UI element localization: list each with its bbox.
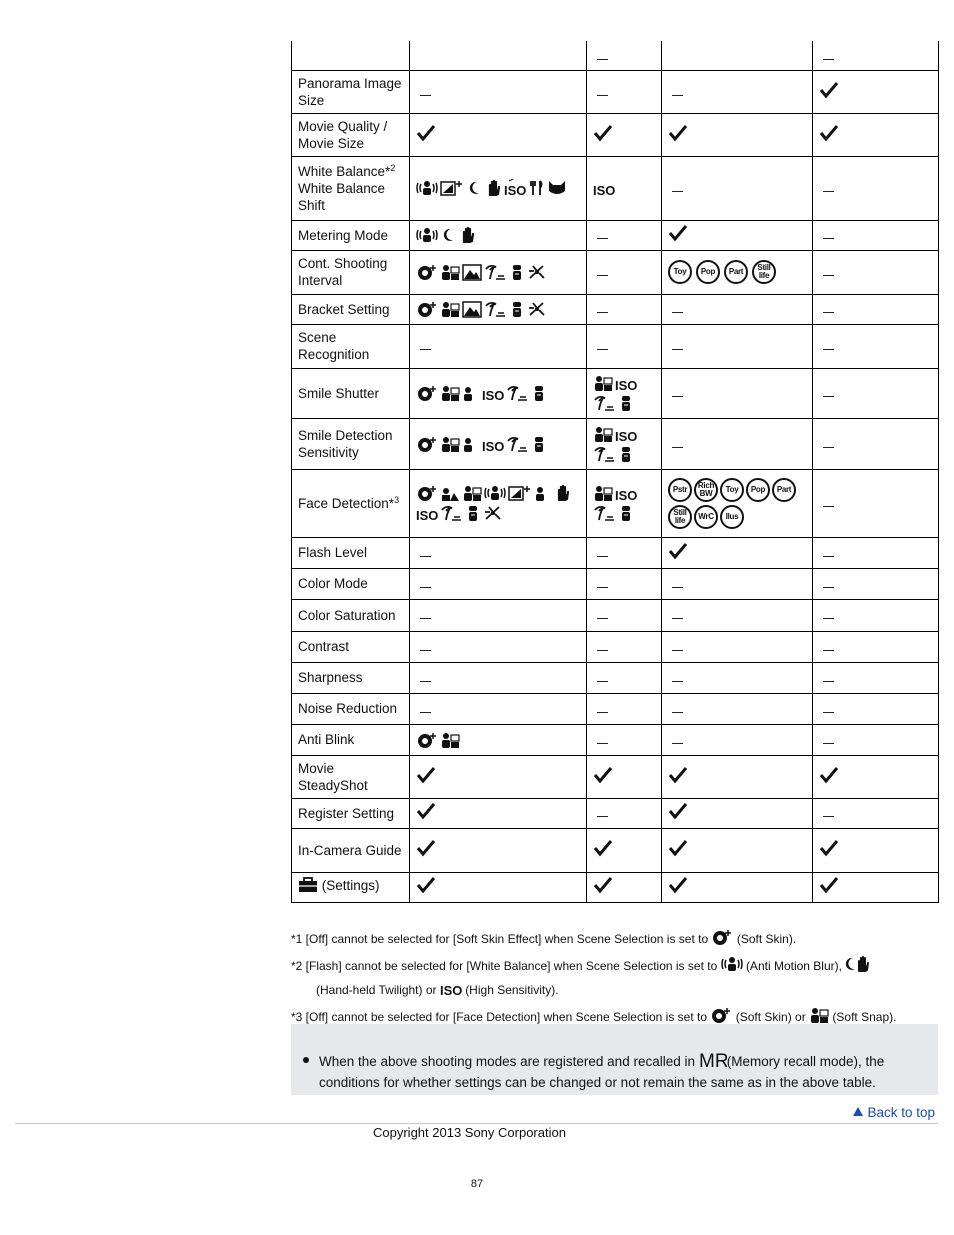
row-label: (Settings)	[292, 872, 410, 902]
gourmet-icon	[528, 179, 545, 197]
pet-icon	[547, 179, 567, 197]
svg-text:ISO: ISO	[615, 428, 637, 443]
copyright: Copyright 2013 Sony Corporation	[373, 1125, 566, 1140]
dash-mark	[823, 743, 834, 744]
hand-held-twilight-icon	[845, 955, 869, 979]
row-label: Bracket Setting	[292, 294, 410, 324]
soft-snap-icon	[440, 263, 460, 281]
row-label: In-Camera Guide	[292, 828, 410, 872]
dash-mark	[672, 650, 683, 651]
table-row	[292, 294, 939, 324]
gourmet-icon	[530, 384, 547, 402]
rich-bw-icon: Rich BW	[694, 478, 718, 502]
check-icon	[416, 802, 436, 824]
toolbox-settings-icon	[298, 877, 318, 897]
page-number: 87	[470, 1178, 484, 1190]
beach-icon	[484, 263, 506, 281]
toy-camera-icon: Toy	[668, 260, 692, 284]
soft-skin-icon	[416, 484, 438, 502]
row-label: Metering Mode	[292, 220, 410, 250]
dash-mark	[672, 712, 683, 713]
dash-mark	[597, 618, 608, 619]
check-icon	[819, 766, 839, 788]
night-scene-icon	[440, 226, 457, 244]
row-label: Sharpness	[292, 662, 410, 693]
dash-mark	[823, 349, 834, 350]
beach-icon	[593, 394, 615, 412]
high-sensitivity-icon	[593, 179, 615, 197]
dash-mark	[672, 95, 683, 96]
dash-mark	[823, 59, 834, 60]
soft-skin-icon	[416, 435, 438, 453]
backlight-correction-hdr-icon	[440, 179, 464, 197]
dash-mark	[420, 618, 431, 619]
dash-mark	[823, 447, 834, 448]
soft-skin-icon	[416, 300, 438, 318]
check-icon	[593, 876, 613, 898]
check-icon	[668, 839, 688, 861]
toy-camera-icon: Toy	[720, 478, 744, 502]
dash-mark	[597, 95, 608, 96]
footnote-3: *3 [Off] cannot be selected for [Face Detection] when Scene Selection is set to (Soft Skin) or (Soft Snap).	[291, 1006, 941, 1030]
soft-snap-icon	[462, 484, 482, 502]
memory-recall-icon	[699, 1051, 727, 1074]
night-portrait-icon	[462, 435, 480, 453]
soft-skin-icon	[416, 384, 438, 402]
dash-mark	[420, 681, 431, 682]
row-label: Smile Shutter	[292, 368, 410, 418]
portrait-landscape-icon	[440, 484, 460, 502]
check-icon	[819, 839, 839, 861]
night-portrait-icon	[534, 484, 552, 502]
table-row	[292, 798, 939, 828]
soft-snap-icon	[440, 731, 460, 749]
svg-text:MR: MR	[698, 1051, 727, 1069]
soft-snap-icon	[593, 374, 613, 392]
snow-icon	[527, 300, 547, 318]
watercolor-icon: WrC	[694, 505, 718, 529]
landscape-icon	[462, 263, 482, 281]
beach-icon	[593, 445, 615, 463]
high-sensitivity-icon	[416, 504, 438, 522]
row-label: Movie Quality / Movie Size	[292, 113, 410, 156]
table-row	[292, 568, 939, 599]
gourmet-icon	[530, 435, 547, 453]
check-icon	[668, 542, 688, 564]
check-icon	[668, 224, 688, 246]
dash-mark	[672, 618, 683, 619]
dash-mark	[823, 587, 834, 588]
soft-skin-icon	[416, 263, 438, 281]
gourmet-icon	[508, 300, 525, 318]
dash-mark	[823, 506, 834, 507]
anti-motion-blur-icon	[484, 484, 506, 502]
table-row	[292, 724, 939, 755]
check-icon	[593, 766, 613, 788]
hand-held-twilight-icon	[554, 484, 571, 502]
gourmet-icon	[617, 394, 634, 412]
table-row	[292, 872, 939, 902]
settings-compatibility-table	[291, 41, 939, 903]
row-label: Noise Reduction	[292, 693, 410, 724]
dash-mark	[597, 681, 608, 682]
svg-text:ISO: ISO	[416, 508, 438, 522]
svg-text:ISO: ISO	[593, 183, 615, 197]
footnote-1: *1 [Off] cannot be selected for [Soft Skin Effect] when Scene Selection is set to (Soft Skin).	[291, 928, 941, 952]
dash-mark	[823, 712, 834, 713]
posterization-icon: Pstr	[668, 478, 692, 502]
high-sensitivity-icon	[615, 374, 637, 392]
anti-motion-blur-icon	[721, 955, 743, 979]
dash-mark	[597, 59, 608, 60]
check-icon	[668, 802, 688, 824]
check-icon	[416, 766, 436, 788]
dash-mark	[823, 816, 834, 817]
dash-mark	[597, 650, 608, 651]
beach-icon	[593, 504, 615, 522]
check-icon	[819, 124, 839, 146]
table-row	[292, 324, 939, 368]
dash-mark	[823, 238, 834, 239]
row-label: White Balance*$^2$ White Balance Shift	[292, 156, 410, 220]
dash-mark	[672, 587, 683, 588]
table-row	[292, 41, 939, 70]
dash-mark	[672, 312, 683, 313]
dash-mark	[420, 95, 431, 96]
dash-mark	[823, 650, 834, 651]
footnote-2: *2 [Flash] cannot be selected for [White Balance] when Scene Selection is set to (Anti Motion Blur), (Hand-held Twilight) or ISO (High Sensitivity).	[291, 955, 941, 1003]
soft-skin-icon	[711, 928, 733, 952]
dash-mark	[823, 396, 834, 397]
triangle-up-icon	[852, 1105, 864, 1120]
dash-mark	[823, 618, 834, 619]
high-sensitivity-icon	[615, 484, 637, 502]
back-to-top-link[interactable]: Back to top	[852, 1105, 935, 1120]
table-row	[292, 368, 939, 418]
bullet	[303, 1057, 309, 1063]
partial-color-icon: Part	[772, 478, 796, 502]
svg-text:ISO: ISO	[482, 388, 504, 402]
check-icon	[668, 124, 688, 146]
gourmet-icon	[617, 445, 634, 463]
soft-snap-icon	[440, 435, 460, 453]
dash-mark	[597, 312, 608, 313]
anti-motion-blur-icon	[416, 179, 438, 197]
beach-icon	[440, 504, 462, 522]
anti-motion-blur-icon	[416, 226, 438, 244]
illustration-icon: Ilus	[720, 505, 744, 529]
row-label: Anti Blink	[292, 724, 410, 755]
dash-mark	[823, 312, 834, 313]
dash-mark	[823, 556, 834, 557]
dash-mark	[597, 743, 608, 744]
dash-mark	[597, 238, 608, 239]
dash-mark	[597, 587, 608, 588]
dash-mark	[420, 650, 431, 651]
svg-text:ISO: ISO	[482, 438, 504, 453]
dash-mark	[597, 556, 608, 557]
beach-icon	[506, 384, 528, 402]
row-label: Movie SteadyShot	[292, 755, 410, 798]
high-sensitivity-icon	[615, 425, 637, 443]
svg-text:ISO: ISO	[439, 983, 462, 997]
dash-mark	[672, 743, 683, 744]
check-icon	[416, 876, 436, 898]
table-row	[292, 662, 939, 693]
row-label: Color Saturation	[292, 599, 410, 631]
row-label: Register Setting	[292, 798, 410, 828]
check-icon	[668, 876, 688, 898]
dash-mark	[597, 712, 608, 713]
table-row	[292, 418, 939, 469]
partial-color-icon: Part	[724, 260, 748, 284]
row-label: Cont. Shooting Interval	[292, 250, 410, 294]
high-sensitivity-icon	[482, 435, 504, 453]
pop-color-icon: Pop	[746, 478, 770, 502]
hint-box: When the above shooting modes are registered and recalled in MR (Memory recall mode), the conditions for whether settings can be changed or not remain the same as in the above table.	[291, 1024, 938, 1095]
table-row	[292, 70, 939, 113]
row-label: Face Detection*$^3$	[292, 469, 410, 537]
table-row	[292, 469, 939, 537]
row-label: Flash Level	[292, 537, 410, 568]
beach-icon	[506, 435, 528, 453]
check-icon	[819, 876, 839, 898]
row-label: Color Mode	[292, 568, 410, 599]
table-row	[292, 113, 939, 156]
divider	[15, 1123, 938, 1124]
table-row	[292, 250, 939, 294]
dash-mark	[672, 447, 683, 448]
row-label: Contrast	[292, 631, 410, 662]
high-sensitivity-icon	[504, 179, 526, 197]
dash-mark	[672, 681, 683, 682]
table-row	[292, 828, 939, 872]
row-label: Scene Recognition	[292, 324, 410, 368]
soft-snap-icon	[440, 300, 460, 318]
hand-held-twilight-icon	[459, 226, 476, 244]
dash-mark	[823, 275, 834, 276]
landscape-icon	[462, 300, 482, 318]
check-icon	[668, 766, 688, 788]
gourmet-icon	[617, 504, 634, 522]
check-icon	[593, 124, 613, 146]
hand-held-twilight-icon	[485, 179, 502, 197]
dash-mark	[823, 681, 834, 682]
check-icon	[416, 124, 436, 146]
gourmet-icon	[508, 263, 525, 281]
soft-snap-icon	[593, 425, 613, 443]
dash-mark	[597, 816, 608, 817]
soft-skin-icon	[416, 731, 438, 749]
still-life-icon: Still life	[668, 505, 692, 529]
row-label: Smile Detection Sensitivity	[292, 418, 410, 469]
check-icon	[819, 81, 839, 103]
dash-mark	[597, 275, 608, 276]
svg-text:ISO: ISO	[504, 183, 526, 197]
table-row	[292, 631, 939, 662]
table-row	[292, 693, 939, 724]
night-scene-icon	[466, 179, 483, 197]
night-portrait-icon	[462, 384, 480, 402]
svg-text:ISO: ISO	[615, 378, 637, 392]
high-sensitivity-icon	[482, 384, 504, 402]
pop-color-icon: Pop	[696, 260, 720, 284]
dash-mark	[823, 191, 834, 192]
row-label: Panorama Image Size	[292, 70, 410, 113]
table-row	[292, 755, 939, 798]
dash-mark	[597, 349, 608, 350]
high-sensitivity-icon	[440, 979, 462, 1003]
dash-mark	[420, 712, 431, 713]
dash-mark	[420, 587, 431, 588]
snow-icon	[483, 504, 503, 522]
dash-mark	[420, 349, 431, 350]
footnotes	[291, 928, 941, 1033]
beach-icon	[484, 300, 506, 318]
table-row	[292, 599, 939, 631]
dash-mark	[672, 349, 683, 350]
check-icon	[416, 839, 436, 861]
table-row	[292, 537, 939, 568]
check-icon	[593, 839, 613, 861]
svg-text:ISO: ISO	[615, 488, 637, 502]
table-row	[292, 156, 939, 220]
dash-mark	[420, 556, 431, 557]
table-row	[292, 220, 939, 250]
soft-snap-icon	[593, 484, 613, 502]
dash-mark	[672, 396, 683, 397]
soft-snap-icon	[440, 384, 460, 402]
backlight-correction-hdr-icon	[508, 484, 532, 502]
dash-mark	[672, 191, 683, 192]
gourmet-icon	[464, 504, 481, 522]
still-life-icon: Still life	[752, 260, 776, 284]
snow-icon	[527, 263, 547, 281]
